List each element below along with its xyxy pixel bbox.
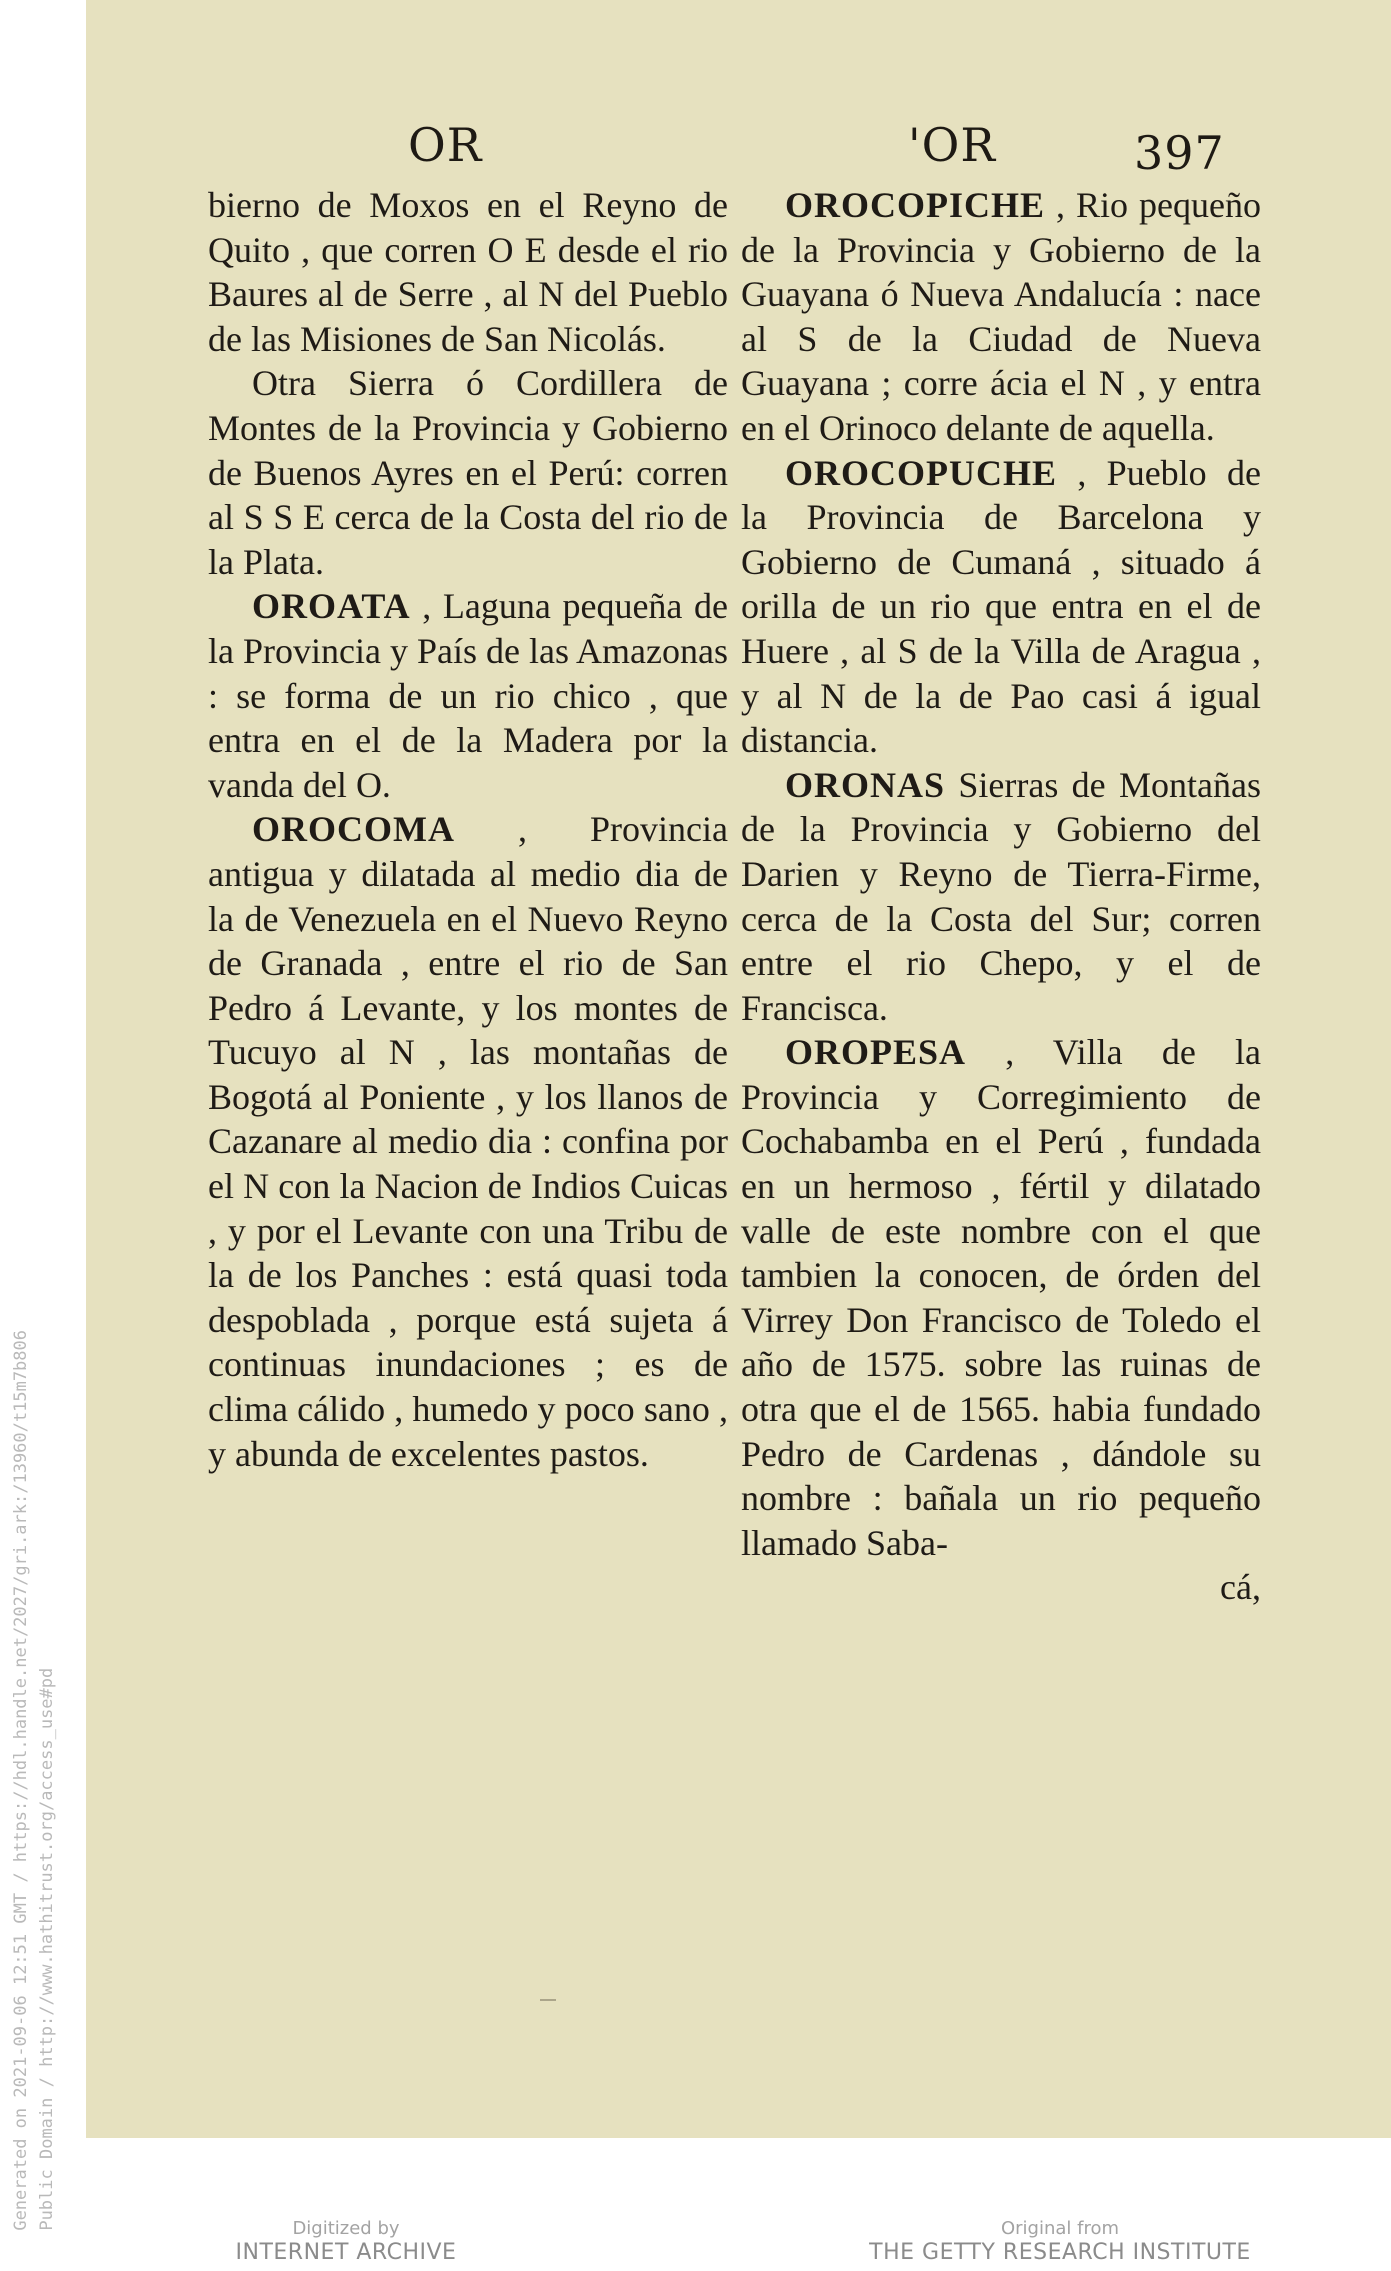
entry-keyword: OROPESA bbox=[785, 1032, 967, 1073]
original-from-label: Original from bbox=[1000, 2218, 1120, 2239]
entry-text: , Villa de la Provincia y Corregimiento de Cochabamba en el Perú , fundada en un hermoso , fértil y dilatado valle de este nombre con el que tambien la conocen, de órden del Virrey Don Francisco de Toledo el año de 1575. sobre las ruinas de otra que el de 1565. habia fundado Pedro de Cardenas , dándole su nombre : bañala un rio pequeño llamado Saba- bbox=[741, 1032, 1261, 1563]
entry-keyword: OROCOPUCHE bbox=[785, 452, 1058, 493]
sidebar-generated-line: Generated on 2021-09-06 12:51 GMT / https://hdl.handle.net/2027/gri.ark:/13960/t15m7b806 bbox=[11, 1330, 31, 2231]
entry-text: , Rio pequeño de la Provincia y Gobierno de la Guayana ó Nueva Andalucía : nace al S de la Ciudad de Nueva Guayana ; corre ácia el N , y entra en el Orinoco delante de aquella. bbox=[741, 185, 1261, 448]
entry-paragraph bbox=[741, 451, 1261, 763]
left-running-head: OR bbox=[408, 118, 483, 172]
right-running-head: 'OR bbox=[908, 118, 996, 172]
entry-text: Otra Sierra ó Cordillera de Montes de la Provincia y Gobierno de Buenos Ayres en el Perú: corren al S S E cerca de la Costa del rio de la Plata. bbox=[208, 363, 728, 582]
page-mark bbox=[540, 1999, 556, 2001]
digitized-by-value: INTERNET ARCHIVE bbox=[235, 2240, 457, 2265]
entry-paragraph bbox=[208, 183, 728, 361]
sidebar-watermark bbox=[8, 1330, 60, 2231]
entry-paragraph bbox=[208, 361, 728, 584]
entry-keyword: OROCOMA bbox=[252, 809, 455, 850]
page-number: 397 bbox=[1134, 126, 1225, 180]
entry-text: , Pueblo de la Provincia de Barcelona y Gobierno de Cumaná , situado á orilla de un rio que entra en el de Huere , al S de la Villa de Aragua , y al N de la de Pao casi á igual distancia. bbox=[741, 452, 1261, 761]
sidebar-license-line: Public Domain / http://www.hathitrust.org/access_use#pd bbox=[37, 1668, 57, 2231]
right-column bbox=[741, 183, 1261, 1610]
catchword: cá, bbox=[1220, 1567, 1261, 1608]
original-from-value: THE GETTY RESEARCH INSTITUTE bbox=[869, 2240, 1251, 2265]
entry-keyword: OROATA bbox=[252, 586, 411, 627]
digitized-by-label: Digitized by bbox=[292, 2218, 400, 2239]
entry-text: bierno de Moxos en el Reyno de Quito , que corren O E desde el rio Baures al de Serre , al N del Pueblo de las Misiones de San Nicolás. bbox=[208, 185, 728, 359]
scanned-page bbox=[86, 0, 1391, 2138]
entry-text: , Provincia antigua y dilatada al medio dia de la de Venezuela en el Nuevo Reyno de Granada , entre el rio de San Pedro á Levante, y los montes de Tucuyo al N , las montañas de Bogotá al Poniente , y los llanos de Cazanare al medio dia : confina por el N con la Nacion de Indios Cuicas , y por el Levante con una Tribu de la de los Panches : está quasi toda despoblada , porque está sujeta á continuas inundaciones ; es de clima cálido , humedo y poco sano , y abunda de excelentes pastos. bbox=[208, 809, 728, 1474]
entry-text: Sierras de Montañas de la Provincia y Gobierno del Darien y Reyno de Tierra-Firme, cerca de la Costa del Sur; corren entre el rio Chepo, y el de Francisca. bbox=[741, 764, 1261, 1028]
entry-paragraph bbox=[208, 584, 728, 807]
hathitrust-sidebar bbox=[0, 0, 86, 2271]
entry-keyword: OROCOPICHE bbox=[785, 185, 1046, 225]
entry-paragraph bbox=[741, 763, 1261, 1031]
entry-paragraph bbox=[208, 807, 728, 1476]
entry-keyword: ORONAS bbox=[785, 764, 946, 805]
left-column bbox=[208, 183, 728, 1476]
entry-paragraph bbox=[741, 1030, 1261, 1565]
entry-paragraph bbox=[741, 183, 1261, 451]
entry-text: , Laguna pequeña de la Provincia y País de las Amazonas : se forma de un rio chico , que entra en el de la Madera por la vanda del O. bbox=[208, 586, 728, 805]
